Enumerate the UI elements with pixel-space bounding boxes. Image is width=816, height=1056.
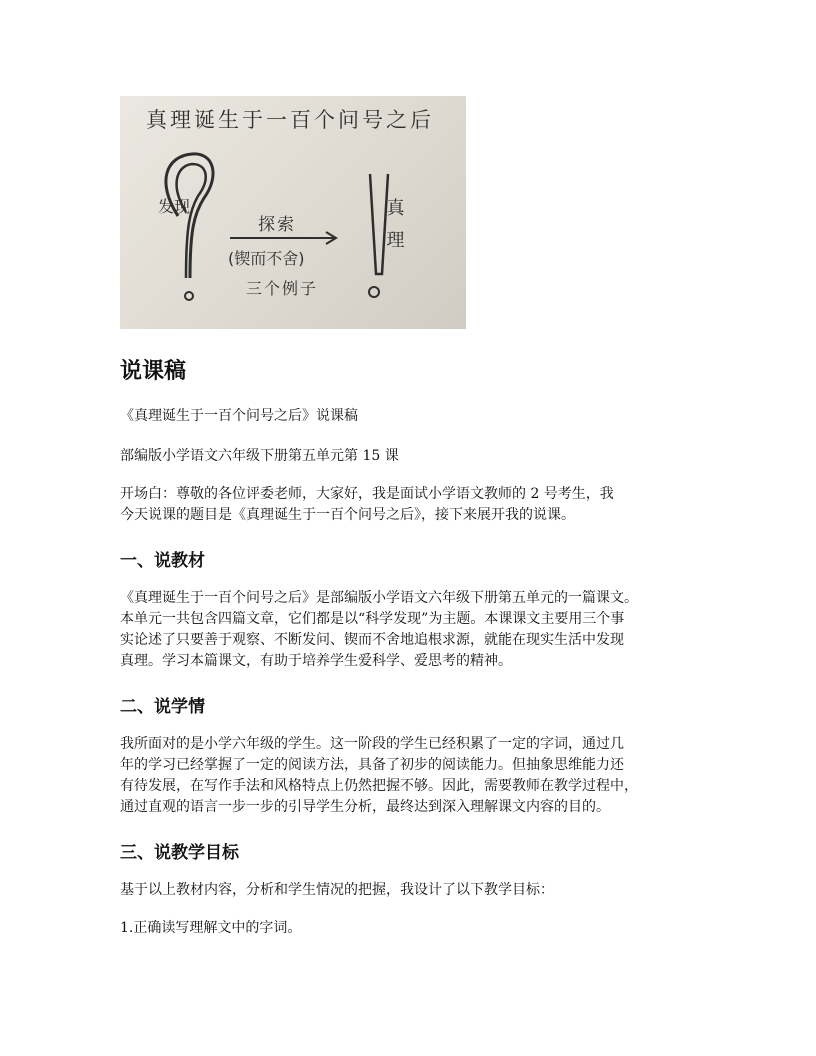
section-heading-goals: 三、说教学目标 [120,843,239,863]
paragraph-line: 我所面对的是小学六年级的学生。这一阶段的学生已经积累了一定的字词，通过几 [120,736,624,752]
persistence-label: (锲而不舍) [228,249,305,268]
paragraph-line: 年的学习已经掌握了一定的阅读方法，具备了初步的阅读能力。但抽象思维能力还 [120,757,624,773]
opening-line: 今天说课的题目是《真理诞生于一百个问号之后》，接下来展开我的说课。 [120,507,575,523]
paragraph-line: 通过直观的语言一步一步的引导学生分析，最终达到深入理解课文内容的目的。 [120,799,610,815]
paragraph-line: 有待发展，在写作手法和风格特点上仍然把握不够。因此，需要教师在教学过程中， [120,778,638,794]
question-mark-dot [185,292,193,300]
paragraph-line: 真理。学习本篇课文，有助于培养学生爱科学、爱思考的精神。 [120,653,512,669]
edition-line: 部编版小学语文六年级下册第五单元第 15 课 [120,448,399,464]
paragraph-line: 本单元一共包含四篇文章，它们都是以“科学发现”为主题。本课课文主要用三个事 [120,611,625,627]
goals-intro: 基于以上教材内容，分析和学生情况的把握，我设计了以下教学目标： [120,882,554,898]
goal-item: 1.正确读写理解文中的字词。 [120,920,302,936]
paragraph-line: 实论述了只要善于观察、不断发问、锲而不舍地追根求源，就能在现实生活中发现 [120,632,624,648]
exclamation-mark-dot [369,287,379,297]
sketch-drawing [120,96,466,329]
truth-label: 真理 [383,198,405,262]
discover-label-text: 发现 [158,197,191,216]
section-heading-material: 一、说教材 [120,551,205,571]
page-title: 说课稿 [120,359,187,384]
discover-label [158,197,190,216]
examples-label: 三个例子 [246,279,319,298]
title-line: 《真理诞生于一百个问号之后》说课稿 [120,408,358,424]
paragraph-line: 《真理诞生于一百个问号之后》是部编版小学语文六年级下册第五单元的一篇课文。 [120,590,638,606]
opening-line: 开场白：尊敬的各位评委老师，大家好，我是面试小学语文教师的 2 号考生，我 [120,486,614,502]
section-heading-students: 二、说学情 [120,697,205,717]
blackboard-sketch-photo [120,96,466,329]
explore-label: 探索 [258,215,296,235]
sketch-title: 真理诞生于一百个问号之后 [146,108,434,132]
